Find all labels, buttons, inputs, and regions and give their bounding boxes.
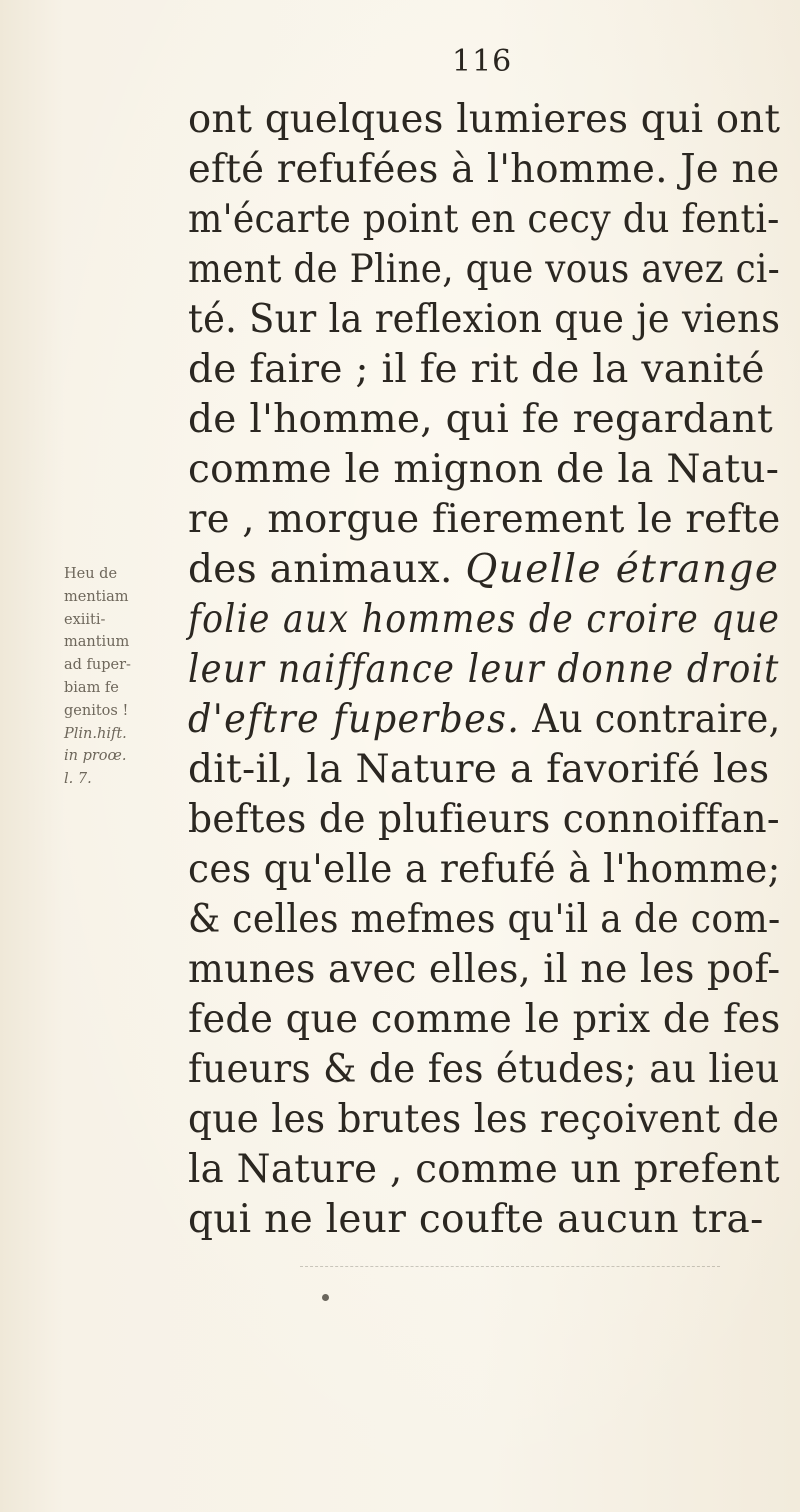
- text-line: [188, 1045, 780, 1095]
- text-segment: ment de Pline, que vous avez ci-: [188, 247, 780, 292]
- ink-speck: [322, 1294, 329, 1301]
- italic-quote-segment: folie aux hommes de croire que: [188, 597, 781, 642]
- text-line: [188, 395, 773, 445]
- text-segment: la Nature , comme un prefent: [188, 1147, 780, 1192]
- margin-note-line: Plin.hift.: [64, 725, 127, 742]
- text-line: [188, 345, 765, 395]
- text-line: [188, 445, 779, 495]
- margin-note-line: exiiti-: [64, 611, 106, 628]
- text-line: [188, 995, 781, 1045]
- margin-note: [64, 563, 182, 791]
- margin-note-line: genitos !: [64, 702, 129, 719]
- margin-note-line: mantium: [64, 634, 130, 651]
- page-number: 116: [452, 44, 513, 79]
- text-line: [188, 1095, 779, 1145]
- text-segment: que les brutes les reçoivent de: [188, 1097, 780, 1142]
- text-line: [188, 145, 780, 195]
- text-line: [188, 945, 780, 995]
- margin-note-line: in proœ.: [64, 748, 127, 765]
- text-segment: de l'homme, qui fe regardant: [188, 397, 773, 442]
- text-segment: & celles mefmes qu'il a de com-: [188, 897, 781, 942]
- italic-quote-segment: Quelle étrange: [465, 547, 780, 592]
- text-segment: ont quelques lumieres qui ont: [188, 97, 781, 142]
- text-line: [188, 795, 780, 845]
- text-segment: ces qu'elle a refufé à l'homme;: [188, 847, 781, 892]
- text-line: [188, 595, 780, 645]
- text-line: [188, 695, 781, 745]
- text-line: [188, 95, 780, 145]
- text-line: [188, 495, 781, 545]
- text-line: [188, 895, 780, 945]
- text-segment: re , morgue fierement le refte: [188, 497, 781, 542]
- text-line: [188, 645, 780, 695]
- margin-note-line: Heu de: [64, 566, 118, 582]
- margin-note-line: l. 7.: [64, 771, 92, 788]
- text-segment: dit-il, la Nature a favorifé les: [188, 747, 770, 792]
- text-line: [188, 1145, 780, 1195]
- text-segment: des animaux.: [188, 547, 466, 592]
- margin-note-line: ad fuper-: [64, 657, 131, 674]
- text-line: [188, 195, 780, 245]
- text-segment: té. Sur la reflexion que je viens: [188, 297, 781, 342]
- text-segment: qui ne leur coufte aucun tra-: [188, 1197, 764, 1242]
- text-segment: comme le mignon de la Natu-: [188, 447, 780, 492]
- italic-quote-segment: d'eftre fuperbes.: [188, 697, 521, 742]
- margin-note-line: mentiam: [64, 588, 129, 605]
- text-segment: fede que comme le prix de fes: [188, 997, 781, 1042]
- italic-quote-segment: leur naiffance leur donne droit: [188, 647, 780, 692]
- text-segment: fueurs & de fes études; au lieu: [188, 1047, 780, 1092]
- text-segment: m'écarte point en cecy du fenti-: [188, 197, 780, 242]
- text-segment: efté refufées à l'homme. Je ne: [188, 147, 780, 192]
- text-line: [188, 845, 781, 895]
- text-segment: munes avec elles, il ne les pof-: [188, 947, 781, 992]
- text-segment: Au contraire,: [520, 697, 781, 742]
- text-line: [188, 245, 780, 295]
- text-line: [188, 745, 769, 795]
- text-line: [188, 1195, 764, 1245]
- margin-note-line: biam fe: [64, 679, 119, 696]
- text-segment: de faire ; il fe rit de la vanité: [188, 347, 765, 392]
- text-segment: beftes de plufieurs connoiffan-: [188, 797, 780, 842]
- text-line: [188, 295, 780, 345]
- bottom-smudge-rule: [300, 1266, 720, 1267]
- text-line: [188, 545, 779, 595]
